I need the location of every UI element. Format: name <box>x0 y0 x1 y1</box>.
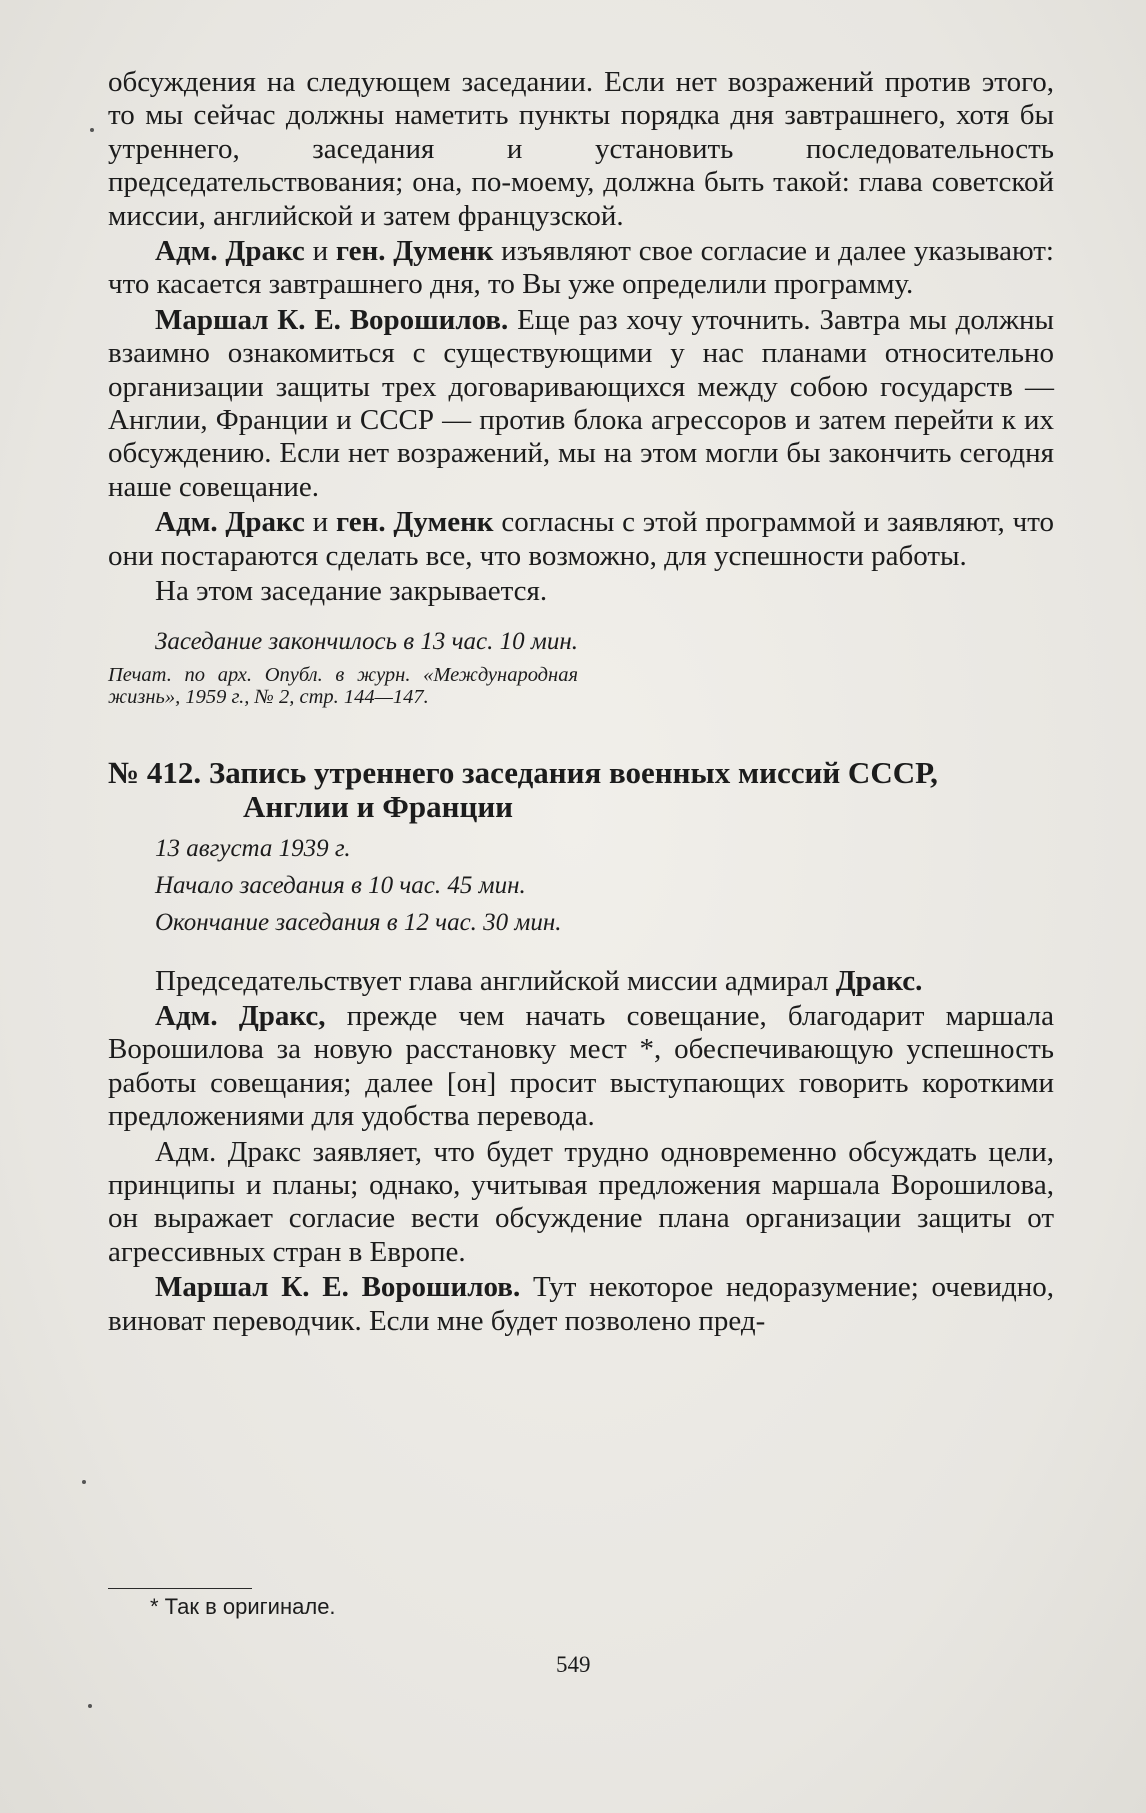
speaker-voroshilov: Маршал К. Е. Ворошилов. <box>155 303 509 336</box>
paragraph-text: изъявляют свое согласие и далее указывают: что касается завтрашнего дня, то Вы уже определили программу. <box>108 235 1054 301</box>
document-heading <box>108 756 1054 824</box>
speaker-doumenc: ген. Думенк <box>335 506 494 539</box>
paragraph-text: Председательствует глава английской миссии адмирал <box>155 964 836 997</box>
speaker-drax: Адм. Дракс <box>155 506 305 539</box>
paragraph-session-closed: На этом заседание закрывается. <box>155 575 548 608</box>
speaker-drax: Адм. Дракс, <box>155 999 326 1032</box>
paragraph-drax-doumenc-program <box>108 506 1054 573</box>
page-body <box>108 66 1054 1340</box>
print-speck <box>88 1704 92 1708</box>
document-date: 13 августа 1939 г. <box>155 834 351 862</box>
document-title-line-1: Запись утреннего заседания военных миссий СССР, <box>208 754 938 790</box>
conjunction: и <box>304 506 336 539</box>
paragraph-text: согласны с этой программой и заявляют, что они постараются сделать все, что возможно, для успешности работы. <box>108 506 1054 572</box>
paragraph-drax-declares: Адм. Дракс заявляет, что будет трудно одновременно обсуждать цели, принципы и планы; однако, учитывая предложения маршала Ворошилова, он выражает согласие вести обсуждение плана организации защиты от агрессивных стран в Европе. <box>108 1135 1054 1268</box>
session-finish-time: Окончание заседания в 12 час. 30 мин. <box>155 908 562 936</box>
page-number: 549 <box>556 1652 591 1677</box>
paragraph-chairman <box>108 965 1054 998</box>
chairman-name: Дракс. <box>835 964 923 997</box>
session-start-time: Начало заседания в 10 час. 45 мин. <box>155 871 526 899</box>
paragraph-drax-thanks <box>108 1000 1054 1134</box>
speaker-drax: Адм. Дракс <box>155 235 305 268</box>
continuation-paragraph: обсуждения на следующем заседании. Если нет возражений против этого, то мы сейчас должны наметить пункты порядка дня завтрашнего, хотя бы утреннего, заседания и установить последовательность председательствования; она, по-моему, должна быть такой: глава советской миссии, английской и затем французской. <box>108 66 1054 232</box>
speaker-voroshilov: Маршал К. Е. Ворошилов. <box>155 1271 521 1304</box>
paragraph-voroshilov-clarify <box>108 304 1054 504</box>
document-title-line-2: Англии и Франции <box>243 788 514 824</box>
heading-line-2 <box>108 790 1054 824</box>
footnote: * Так в оригинале. <box>150 1594 336 1619</box>
paragraph-text: Тут некоторое недоразумение; очевидно, виноват переводчик. Если мне будет позволено пред- <box>108 1271 1054 1337</box>
paragraph-drax-doumenc-agree <box>108 235 1054 302</box>
session-end-time: Заседание закончилось в 13 час. 10 мин. <box>155 627 578 655</box>
paragraph-text: прежде чем начать совещание, благодарит маршала Ворошилова за новую расстановку мест *, обеспечивающую успешность работы совещания; далее [он] просит выступающих говорить короткими предложениями для удобства перевода. <box>108 999 1055 1133</box>
heading-line-1 <box>108 756 1054 790</box>
print-speck <box>82 1480 86 1484</box>
speaker-doumenc: ген. Думенк <box>335 235 494 268</box>
document-number: № 412. <box>108 754 202 790</box>
print-speck <box>90 128 94 132</box>
footnote-rule <box>108 1588 252 1589</box>
conjunction: и <box>304 235 336 268</box>
paragraph-voroshilov-misunderstanding <box>108 1271 1054 1338</box>
paragraph-text: Еще раз хочу уточнить. Завтра мы должны взаимно ознакомиться с существующими у нас планами относительно организации защиты трех договаривающихся между собою государств — Англии, Франции и СССР — против блока агрессоров и затем перейти к их обсуждению. Если нет возражений, мы на этом могли бы закончить сегодня наше совещание. <box>108 303 1054 503</box>
archive-source-note: Печат. по арх. Опубл. в журн. «Международная жизнь», 1959 г., № 2, стр. 144—147. <box>108 663 578 708</box>
